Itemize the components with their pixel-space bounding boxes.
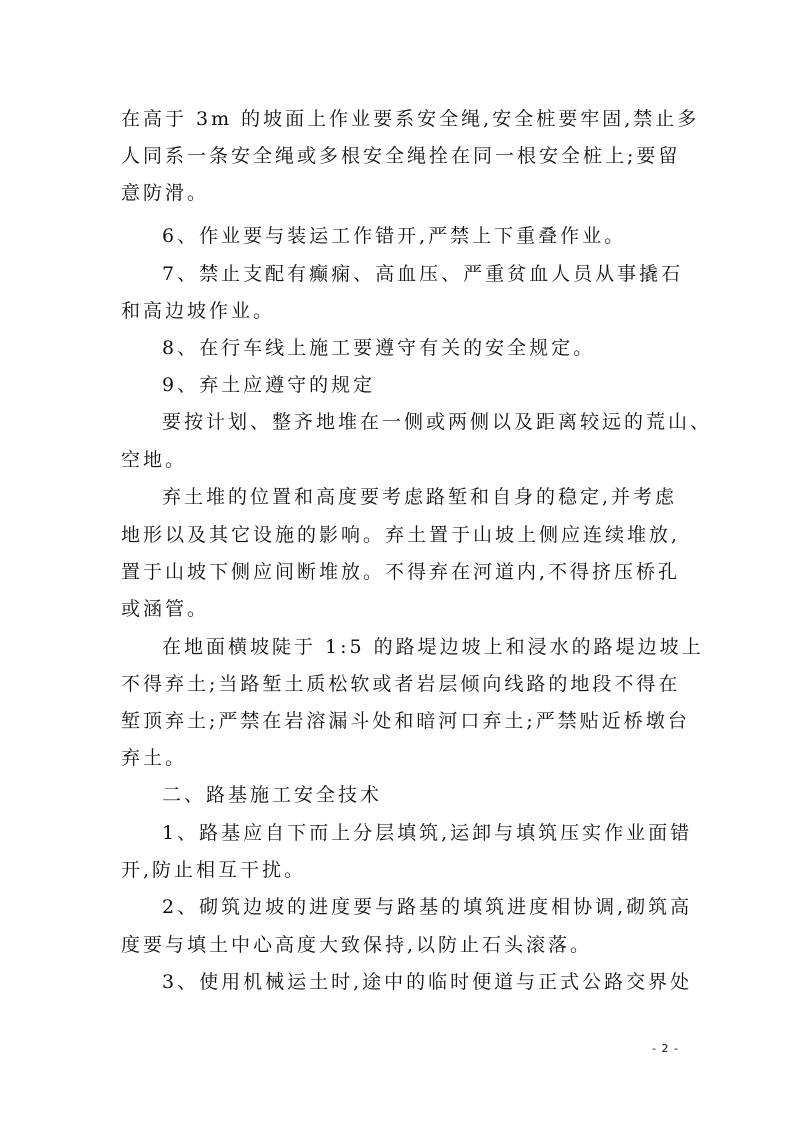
text-line: 开,防止相互干扰。 — [121, 859, 307, 881]
text-line: 要按计划、整齐地堆在一侧或两侧以及距离较远的荒山、 — [162, 411, 713, 433]
page-number: - 2 - — [652, 1042, 679, 1055]
text-line: 弃土。 — [121, 747, 188, 769]
text-line: 3、使用机械运土时,途中的临时便道与正式公路交界处 — [162, 971, 693, 993]
text-line: 不得弃土;当路堑土质松软或者岩层倾向线路的地段不得在 — [121, 673, 681, 695]
text-line: 度要与填土中心高度大致保持,以防止石头滚落。 — [121, 934, 593, 956]
text-line: 7、禁止支配有癫痫、高血压、严重贫血人员从事撬石 — [162, 263, 684, 285]
text-line: 空地。 — [121, 449, 188, 471]
text-line: 6、作业要与装运工作错开,严禁上下重叠作业。 — [162, 225, 627, 247]
text-line: 在高于 3m 的坡面上作业要系安全绳,安全桩要牢固,禁止多 — [121, 108, 700, 130]
section-heading: 二、路基施工安全技术 — [162, 784, 383, 806]
text-line: 人同系一条安全绳或多根安全绳拴在同一根安全桩上;要留 — [121, 145, 681, 167]
text-line: 和高边坡作业。 — [121, 300, 276, 322]
text-line: 在地面横坡陡于 1:5 的路堤边坡上和浸水的路堤边坡上 — [162, 636, 704, 658]
text-line: 堑顶弃土;严禁在岩溶漏斗处和暗河口弃土;严禁贴近桥墩台 — [121, 710, 690, 732]
text-line: 意防滑。 — [121, 182, 210, 204]
text-line: 8、在行车线上施工要遵守有关的安全规定。 — [162, 337, 596, 359]
text-line: 9、弃土应遵守的规定 — [162, 374, 376, 396]
text-line: 地形以及其它设施的影响。弃土置于山坡上侧应连续堆放, — [121, 524, 681, 546]
text-line: 1、路基应自下而上分层填筑,运卸与填筑压实作业面错 — [162, 822, 693, 844]
text-line: 2、砌筑边坡的进度要与路基的填筑进度相协调,砌筑高 — [162, 896, 693, 918]
text-line: 弃土堆的位置和高度要考虑路堑和自身的稳定,并考虑 — [162, 486, 678, 508]
text-line: 置于山坡下侧应间断堆放。不得弃在河道内,不得挤压桥孔 — [121, 561, 681, 583]
text-line: 或涵管。 — [121, 598, 210, 620]
